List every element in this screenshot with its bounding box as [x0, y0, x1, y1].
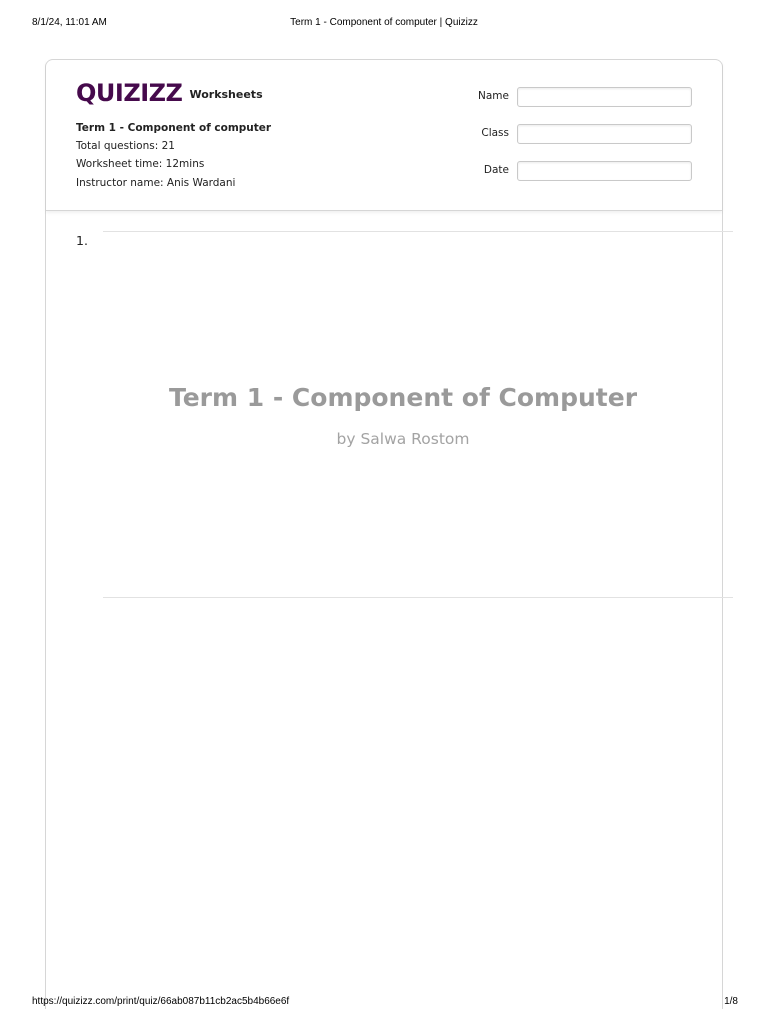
worksheet-time: Worksheet time: 12mins — [76, 158, 205, 171]
print-datetime: 8/1/24, 11:01 AM — [32, 17, 107, 28]
total-questions: Total questions: 21 — [76, 140, 175, 153]
quizizz-logo — [76, 80, 263, 106]
slide-title: Term 1 - Component of Computer — [168, 383, 638, 412]
question-slide-image — [103, 231, 733, 598]
logo-wordmark: QUIZIZZ — [76, 79, 183, 107]
print-url: https://quizizz.com/print/quiz/66ab087b11cb2ac5b4b66e6f — [32, 996, 290, 1007]
worksheet-sheet — [45, 59, 723, 1009]
print-page-number: 1/8 — [724, 996, 738, 1007]
slide-byline: by Salwa Rostom — [336, 430, 470, 448]
name-label: Name — [478, 90, 509, 102]
print-page-title: Term 1 - Component of computer | Quizizz — [290, 17, 478, 28]
print-footer — [0, 996, 768, 1010]
date-label: Date — [483, 164, 509, 176]
worksheet-meta — [76, 119, 271, 192]
class-field[interactable] — [517, 124, 692, 144]
logo-product-label: Worksheets — [189, 87, 263, 101]
name-field[interactable] — [517, 87, 692, 107]
worksheet-title: Term 1 - Component of computer — [76, 122, 272, 134]
instructor-name: Instructor name: Anis Wardani — [76, 176, 236, 189]
question-number: 1. — [76, 233, 88, 248]
date-field[interactable] — [517, 161, 692, 181]
class-label: Class — [481, 127, 509, 139]
worksheet-header — [46, 60, 722, 211]
print-header — [0, 17, 768, 31]
